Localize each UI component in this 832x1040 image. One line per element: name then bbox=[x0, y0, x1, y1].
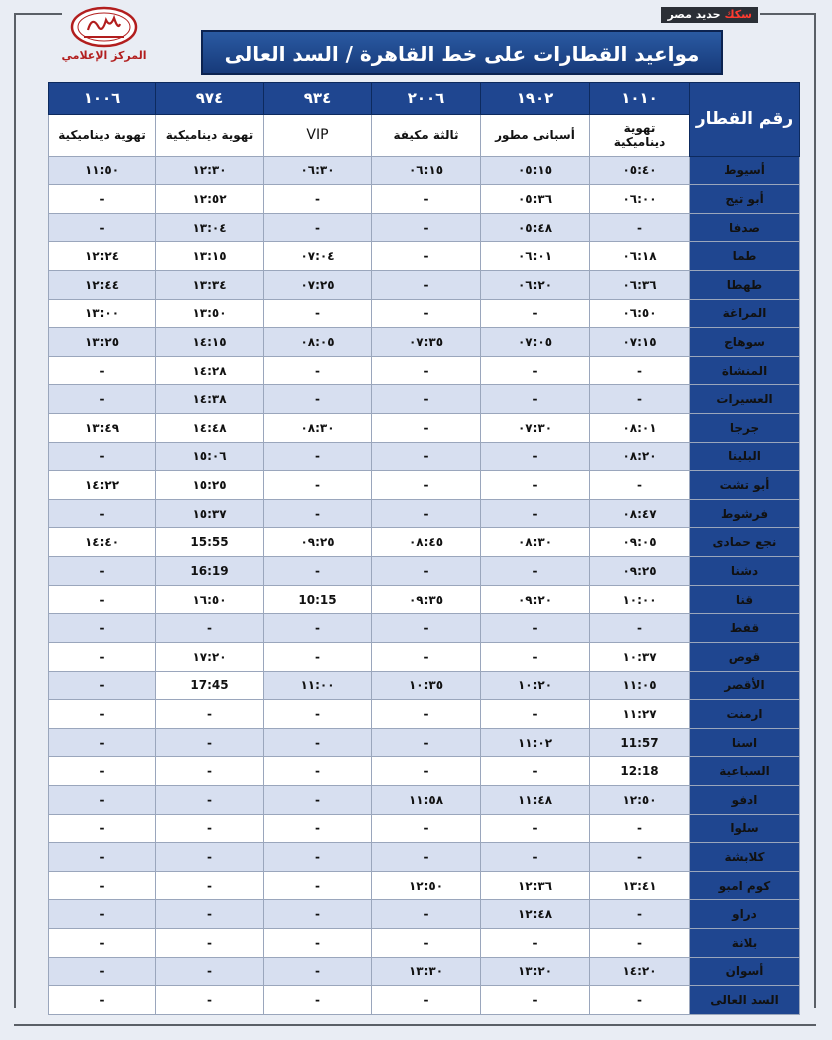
time-cell: - bbox=[49, 185, 156, 214]
table-row bbox=[49, 814, 800, 843]
time-cell: ٠٩:٠٥ bbox=[590, 528, 690, 557]
time-cell: - bbox=[372, 499, 481, 528]
time-cell: - bbox=[49, 929, 156, 958]
time-cell: ١٢:٥٠ bbox=[590, 785, 690, 814]
time-cell: - bbox=[264, 900, 372, 929]
time-cell: ٠٧:٢٥ bbox=[264, 271, 372, 300]
time-cell: - bbox=[481, 299, 590, 328]
time-cell: - bbox=[372, 356, 481, 385]
time-cell: ٠٥:٤٨ bbox=[481, 213, 590, 242]
station-name: دشنا bbox=[690, 557, 800, 586]
media-center-logo bbox=[56, 6, 152, 72]
time-cell: ٠٧:٠٥ bbox=[481, 328, 590, 357]
time-cell: - bbox=[156, 700, 264, 729]
time-cell: - bbox=[372, 471, 481, 500]
time-cell: - bbox=[590, 614, 690, 643]
time-cell: ٠٦:٣٦ bbox=[590, 271, 690, 300]
train-number: ٢٠٠٦ bbox=[372, 83, 481, 115]
time-cell: ١٣:٥٠ bbox=[156, 299, 264, 328]
watermark-prefix: سكك bbox=[724, 8, 752, 21]
time-cell: - bbox=[264, 871, 372, 900]
time-cell: - bbox=[590, 843, 690, 872]
time-cell: ١٥:٣٧ bbox=[156, 499, 264, 528]
frame-line-right bbox=[814, 13, 816, 1008]
frame-line-top-left bbox=[14, 13, 62, 15]
time-cell: ١١:٥٨ bbox=[372, 785, 481, 814]
time-cell: ١٠:٢٠ bbox=[481, 671, 590, 700]
time-cell: ١٣:٠٤ bbox=[156, 213, 264, 242]
station-name: الأقصر bbox=[690, 671, 800, 700]
station-name: العسيرات bbox=[690, 385, 800, 414]
time-cell: - bbox=[264, 499, 372, 528]
time-cell: ٠٨:٢٠ bbox=[590, 442, 690, 471]
time-cell: ١١:٠٠ bbox=[264, 671, 372, 700]
frame-line-top-right bbox=[760, 13, 816, 15]
time-cell: - bbox=[264, 356, 372, 385]
time-cell: ٠٦:٢٠ bbox=[481, 271, 590, 300]
time-cell: - bbox=[481, 700, 590, 729]
table-row bbox=[49, 700, 800, 729]
time-cell: - bbox=[481, 757, 590, 786]
time-cell: - bbox=[372, 299, 481, 328]
time-cell: - bbox=[264, 299, 372, 328]
time-cell: - bbox=[481, 986, 590, 1015]
table-row bbox=[49, 528, 800, 557]
table-row bbox=[49, 156, 800, 185]
watermark-text: حديد مصر bbox=[667, 8, 721, 21]
time-cell: ٠٧:٣٠ bbox=[481, 414, 590, 443]
time-cell: 17:45 bbox=[156, 671, 264, 700]
time-cell: 10:15 bbox=[264, 585, 372, 614]
time-cell: - bbox=[372, 642, 481, 671]
time-cell: ٠٨:٤٧ bbox=[590, 499, 690, 528]
time-cell: ١٧:٢٠ bbox=[156, 642, 264, 671]
time-cell: - bbox=[49, 986, 156, 1015]
time-cell: ١٤:٤٨ bbox=[156, 414, 264, 443]
table-row bbox=[49, 356, 800, 385]
time-cell: ١٦:٥٠ bbox=[156, 585, 264, 614]
train-number: ١٠٠٦ bbox=[49, 83, 156, 115]
station-name: البلينا bbox=[690, 442, 800, 471]
station-name: أبو تشت bbox=[690, 471, 800, 500]
station-name: بلانة bbox=[690, 929, 800, 958]
table-row bbox=[49, 986, 800, 1015]
time-cell: 16:19 bbox=[156, 557, 264, 586]
time-cell: - bbox=[156, 986, 264, 1015]
time-cell: - bbox=[590, 385, 690, 414]
logo-caption: المركز الإعلامي bbox=[61, 49, 147, 62]
time-cell: - bbox=[49, 585, 156, 614]
train-type: تهوية ديناميكية bbox=[49, 114, 156, 156]
station-name: قنا bbox=[690, 585, 800, 614]
time-cell: ٠٥:٤٠ bbox=[590, 156, 690, 185]
time-cell: - bbox=[49, 614, 156, 643]
time-cell: - bbox=[372, 242, 481, 271]
station-name: أبو تيج bbox=[690, 185, 800, 214]
time-cell: - bbox=[264, 213, 372, 242]
time-cell: ١٢:٥٠ bbox=[372, 871, 481, 900]
time-cell: - bbox=[156, 614, 264, 643]
time-cell: ٠٦:٣٠ bbox=[264, 156, 372, 185]
frame-line-bottom bbox=[14, 1024, 816, 1026]
station-name: نجع حمادى bbox=[690, 528, 800, 557]
time-cell: ٠٧:١٥ bbox=[590, 328, 690, 357]
time-cell: - bbox=[49, 900, 156, 929]
time-cell: - bbox=[49, 671, 156, 700]
table-row bbox=[49, 642, 800, 671]
time-cell: - bbox=[372, 185, 481, 214]
time-cell: ١٣:٤١ bbox=[590, 871, 690, 900]
time-cell: ١٠:٣٧ bbox=[590, 642, 690, 671]
station-name: قفط bbox=[690, 614, 800, 643]
time-cell: - bbox=[156, 929, 264, 958]
time-cell: - bbox=[372, 614, 481, 643]
time-cell: - bbox=[372, 757, 481, 786]
train-type: تهوية ديناميكية bbox=[156, 114, 264, 156]
time-cell: - bbox=[372, 271, 481, 300]
time-cell: ١٤:٤٠ bbox=[49, 528, 156, 557]
time-cell: - bbox=[481, 642, 590, 671]
time-cell: - bbox=[156, 814, 264, 843]
time-cell: ٠٨:٤٥ bbox=[372, 528, 481, 557]
time-cell: - bbox=[264, 442, 372, 471]
table-row bbox=[49, 843, 800, 872]
time-cell: - bbox=[49, 642, 156, 671]
table-row bbox=[49, 328, 800, 357]
time-cell: - bbox=[264, 957, 372, 986]
time-cell: - bbox=[264, 785, 372, 814]
time-cell: ١١:٢٧ bbox=[590, 700, 690, 729]
time-cell: - bbox=[590, 814, 690, 843]
time-cell: ٠٧:٣٥ bbox=[372, 328, 481, 357]
page-title: مواعيد القطارات على خط القاهرة / السد العالى bbox=[201, 30, 723, 75]
time-cell: ٠٩:٢٠ bbox=[481, 585, 590, 614]
time-cell: ١٤:٢٠ bbox=[590, 957, 690, 986]
time-cell: - bbox=[264, 929, 372, 958]
time-cell: - bbox=[264, 642, 372, 671]
time-cell: - bbox=[264, 843, 372, 872]
time-cell: - bbox=[481, 385, 590, 414]
time-cell: - bbox=[264, 557, 372, 586]
time-cell: 15:55 bbox=[156, 528, 264, 557]
time-cell: - bbox=[481, 471, 590, 500]
time-cell: ١٥:٠٦ bbox=[156, 442, 264, 471]
time-cell: - bbox=[372, 213, 481, 242]
time-cell: - bbox=[264, 614, 372, 643]
table-row bbox=[49, 471, 800, 500]
time-cell: - bbox=[156, 900, 264, 929]
train-type: أسبانى مطور bbox=[481, 114, 590, 156]
station-name: سوهاج bbox=[690, 328, 800, 357]
time-cell: - bbox=[481, 442, 590, 471]
time-cell: ٠٨:٠٥ bbox=[264, 328, 372, 357]
station-name: ادفو bbox=[690, 785, 800, 814]
time-cell: ٠٦:٥٠ bbox=[590, 299, 690, 328]
train-type: تهوية ديناميكية bbox=[590, 114, 690, 156]
time-cell: - bbox=[372, 557, 481, 586]
time-cell: - bbox=[264, 471, 372, 500]
time-cell: - bbox=[49, 557, 156, 586]
time-cell: - bbox=[49, 700, 156, 729]
time-cell: ١١:٤٨ bbox=[481, 785, 590, 814]
time-cell: ١١:٠٢ bbox=[481, 728, 590, 757]
time-cell: - bbox=[156, 957, 264, 986]
time-cell: - bbox=[372, 728, 481, 757]
time-cell: - bbox=[372, 900, 481, 929]
time-cell: - bbox=[481, 499, 590, 528]
station-name: طهطا bbox=[690, 271, 800, 300]
station-name: أسيوط bbox=[690, 156, 800, 185]
time-cell: ١٢:٤٨ bbox=[481, 900, 590, 929]
time-cell: - bbox=[481, 356, 590, 385]
time-cell: ١٤:١٥ bbox=[156, 328, 264, 357]
table-row bbox=[49, 871, 800, 900]
time-cell: ١٤:٢٨ bbox=[156, 356, 264, 385]
time-cell: ١٣:٣٠ bbox=[372, 957, 481, 986]
time-cell: - bbox=[156, 871, 264, 900]
time-cell: ١٢:٣٠ bbox=[156, 156, 264, 185]
table-row bbox=[49, 185, 800, 214]
train-number: ٩٣٤ bbox=[264, 83, 372, 115]
station-name: أسوان bbox=[690, 957, 800, 986]
time-cell: - bbox=[481, 614, 590, 643]
time-cell: - bbox=[264, 757, 372, 786]
time-cell: - bbox=[264, 814, 372, 843]
train-type: ثالثة مكيفة bbox=[372, 114, 481, 156]
time-cell: - bbox=[590, 356, 690, 385]
table-row bbox=[49, 499, 800, 528]
time-cell: - bbox=[590, 986, 690, 1015]
time-cell: ٠٧:٠٤ bbox=[264, 242, 372, 271]
time-cell: - bbox=[49, 871, 156, 900]
train-type: VIP bbox=[264, 114, 372, 156]
time-cell: - bbox=[49, 957, 156, 986]
time-cell: ٠٦:٠٠ bbox=[590, 185, 690, 214]
time-cell: - bbox=[481, 843, 590, 872]
time-cell: ١٣:١٥ bbox=[156, 242, 264, 271]
station-name: قوص bbox=[690, 642, 800, 671]
table-row bbox=[49, 614, 800, 643]
station-name: جرجا bbox=[690, 414, 800, 443]
time-cell: - bbox=[156, 728, 264, 757]
table-row bbox=[49, 557, 800, 586]
time-cell: - bbox=[49, 728, 156, 757]
time-cell: ١٤:٢٢ bbox=[49, 471, 156, 500]
time-cell: - bbox=[49, 843, 156, 872]
time-cell: - bbox=[264, 728, 372, 757]
train-number: ٩٧٤ bbox=[156, 83, 264, 115]
time-cell: - bbox=[372, 843, 481, 872]
train-type-row bbox=[49, 114, 800, 156]
time-cell: - bbox=[372, 700, 481, 729]
time-cell: - bbox=[264, 185, 372, 214]
time-cell: ٠٨:٠١ bbox=[590, 414, 690, 443]
time-cell: - bbox=[481, 814, 590, 843]
time-cell: ١٣:٢٠ bbox=[481, 957, 590, 986]
table-row bbox=[49, 900, 800, 929]
time-cell: - bbox=[372, 385, 481, 414]
table-row bbox=[49, 242, 800, 271]
time-cell: - bbox=[156, 757, 264, 786]
time-cell: - bbox=[264, 700, 372, 729]
time-cell: ٠٨:٣٠ bbox=[264, 414, 372, 443]
time-cell: ١٥:٢٥ bbox=[156, 471, 264, 500]
station-name: ارمنت bbox=[690, 700, 800, 729]
table-row bbox=[49, 414, 800, 443]
time-cell: - bbox=[49, 499, 156, 528]
time-cell: ١٣:٤٩ bbox=[49, 414, 156, 443]
time-cell: - bbox=[264, 986, 372, 1015]
table-row bbox=[49, 385, 800, 414]
time-cell: ٠٥:١٥ bbox=[481, 156, 590, 185]
time-cell: ١٠:٣٥ bbox=[372, 671, 481, 700]
station-name: سلوا bbox=[690, 814, 800, 843]
table-row bbox=[49, 671, 800, 700]
egyptian-railways-emblem-icon bbox=[70, 6, 138, 48]
table-row bbox=[49, 757, 800, 786]
time-cell: - bbox=[156, 785, 264, 814]
time-cell: ٠٥:٣٦ bbox=[481, 185, 590, 214]
time-cell: 12:18 bbox=[590, 757, 690, 786]
station-name: السد العالى bbox=[690, 986, 800, 1015]
time-cell: ١٢:٣٦ bbox=[481, 871, 590, 900]
station-name: دراو bbox=[690, 900, 800, 929]
time-cell: - bbox=[372, 414, 481, 443]
train-number-row bbox=[49, 83, 800, 115]
time-cell: ١٣:٠٠ bbox=[49, 299, 156, 328]
train-number-header-label: رقم القطار bbox=[690, 83, 800, 157]
frame-line-left bbox=[14, 13, 16, 1008]
time-cell: - bbox=[481, 929, 590, 958]
station-name: المنشاة bbox=[690, 356, 800, 385]
train-schedule-table bbox=[48, 82, 800, 1015]
time-cell: ١٢:٤٤ bbox=[49, 271, 156, 300]
time-cell: - bbox=[49, 385, 156, 414]
time-cell: ١٢:٢٤ bbox=[49, 242, 156, 271]
table-row bbox=[49, 213, 800, 242]
station-name: طما bbox=[690, 242, 800, 271]
time-cell: - bbox=[372, 986, 481, 1015]
time-cell: - bbox=[372, 442, 481, 471]
station-name: السباعية bbox=[690, 757, 800, 786]
time-cell: - bbox=[49, 757, 156, 786]
time-cell: - bbox=[590, 213, 690, 242]
train-number: ١٩٠٢ bbox=[481, 83, 590, 115]
station-name: المراغة bbox=[690, 299, 800, 328]
station-name: صدفا bbox=[690, 213, 800, 242]
station-name: فرشوط bbox=[690, 499, 800, 528]
time-cell: - bbox=[372, 814, 481, 843]
time-cell: ١٣:٢٥ bbox=[49, 328, 156, 357]
time-cell: ١١:٥٠ bbox=[49, 156, 156, 185]
time-cell: - bbox=[590, 900, 690, 929]
table-row bbox=[49, 957, 800, 986]
time-cell: - bbox=[590, 929, 690, 958]
time-cell: - bbox=[156, 843, 264, 872]
table-row bbox=[49, 271, 800, 300]
time-cell: - bbox=[372, 929, 481, 958]
time-cell: - bbox=[49, 785, 156, 814]
station-name: كلابشة bbox=[690, 843, 800, 872]
time-cell: ٠٦:٠١ bbox=[481, 242, 590, 271]
time-cell: ١٣:٣٤ bbox=[156, 271, 264, 300]
time-cell: - bbox=[49, 814, 156, 843]
table-row bbox=[49, 442, 800, 471]
time-cell: ١٢:٥٢ bbox=[156, 185, 264, 214]
table-row bbox=[49, 585, 800, 614]
station-name: اسنا bbox=[690, 728, 800, 757]
table-row bbox=[49, 299, 800, 328]
time-cell: ١٠:٠٠ bbox=[590, 585, 690, 614]
time-cell: - bbox=[49, 213, 156, 242]
time-cell: ٠٦:١٥ bbox=[372, 156, 481, 185]
time-cell: ٠٩:٢٥ bbox=[264, 528, 372, 557]
train-number: ١٠١٠ bbox=[590, 83, 690, 115]
watermark-badge bbox=[661, 7, 758, 23]
table-row bbox=[49, 929, 800, 958]
time-cell: - bbox=[49, 356, 156, 385]
table-row bbox=[49, 785, 800, 814]
time-cell: ١٤:٣٨ bbox=[156, 385, 264, 414]
table-row bbox=[49, 728, 800, 757]
time-cell: - bbox=[481, 557, 590, 586]
time-cell: - bbox=[264, 385, 372, 414]
time-cell: ٠٩:٣٥ bbox=[372, 585, 481, 614]
time-cell: ٠٦:١٨ bbox=[590, 242, 690, 271]
time-cell: ١١:٠٥ bbox=[590, 671, 690, 700]
time-cell: - bbox=[590, 471, 690, 500]
station-name: كوم امبو bbox=[690, 871, 800, 900]
time-cell: 11:57 bbox=[590, 728, 690, 757]
time-cell: ٠٩:٢٥ bbox=[590, 557, 690, 586]
time-cell: - bbox=[49, 442, 156, 471]
time-cell: ٠٨:٣٠ bbox=[481, 528, 590, 557]
